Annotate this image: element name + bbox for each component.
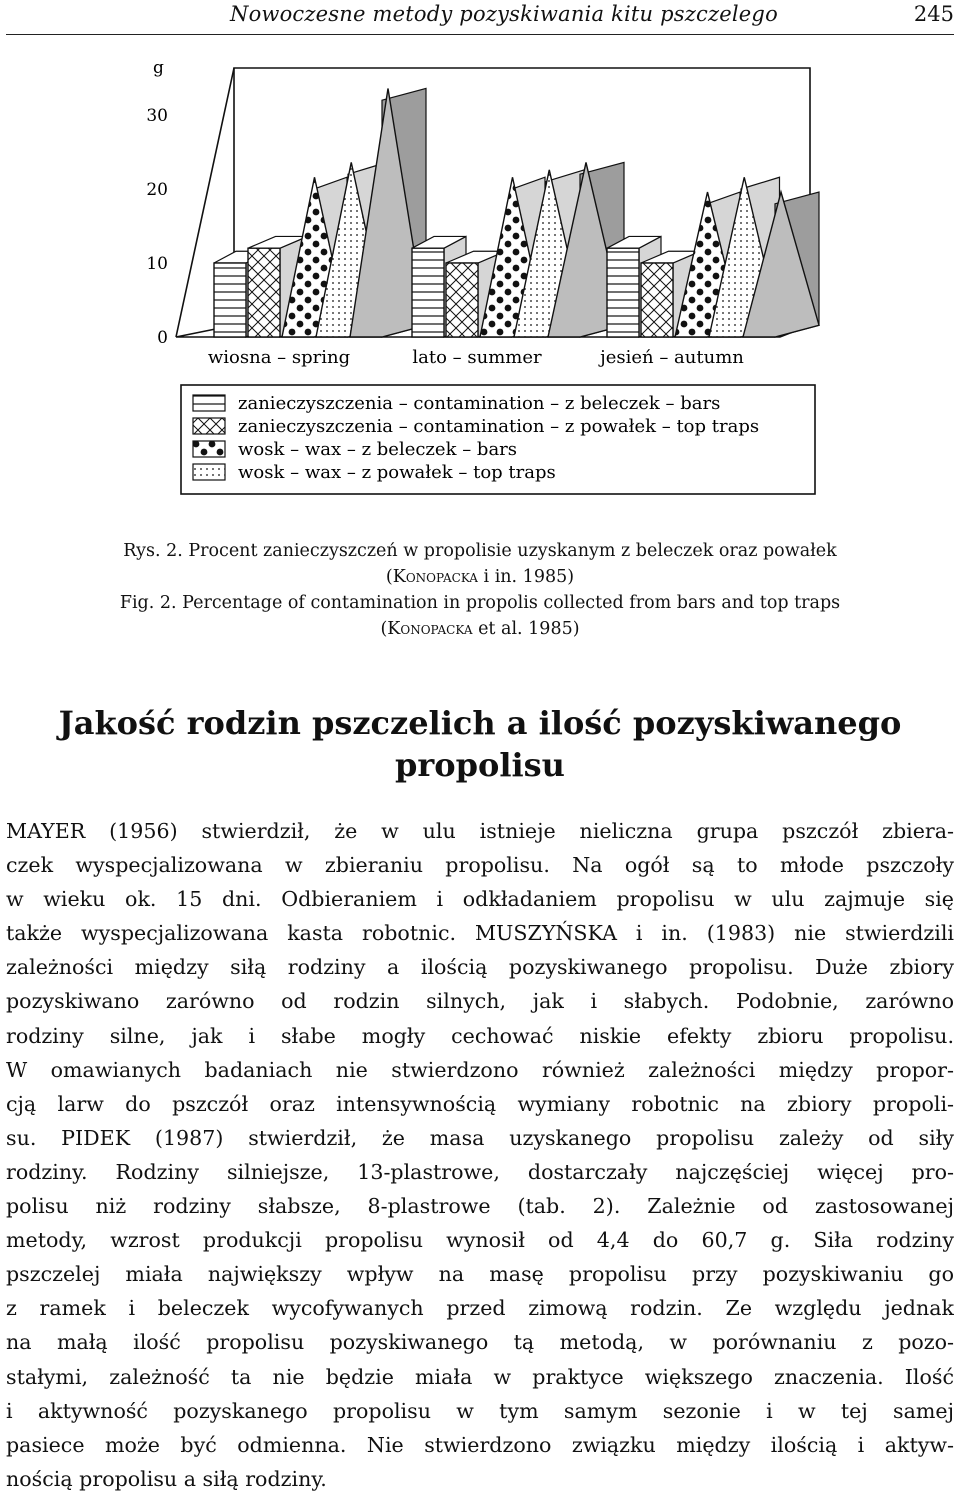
body-line: czek wyspecjalizowana w zbieraniu propolisu. Na ogół są to młode pszczoły xyxy=(6,853,954,878)
caption-pl-author: Konopacka xyxy=(392,567,478,587)
body-line: su. PIDEK (1987) stwierdził, że masa uzyskanego propolisu zależy od siły xyxy=(6,1125,954,1150)
body-line: na małą ilość propolisu pozyskiwanego tą metodą, w porównaniu z pozo- xyxy=(6,1330,954,1355)
category-label: jesień – autumn xyxy=(600,347,744,368)
figure-chart xyxy=(0,40,960,510)
caption-en-author: Konopacka xyxy=(387,619,473,639)
legend-swatch xyxy=(193,418,225,434)
body-line: pozyskiwano zarówno od rodzin silnych, jak i słabych. Podobnie, zarówno xyxy=(6,989,954,1014)
chart-category-layer xyxy=(208,347,744,368)
body-line: W omawianych badaniach nie stwierdzono również zależności między propor- xyxy=(6,1057,954,1082)
y-tick-label: 10 xyxy=(146,254,168,274)
body-line: i aktywność pozyskanego propolisu w tym samym sezonie i w tej samej xyxy=(6,1398,954,1423)
legend-swatch xyxy=(193,464,225,480)
chart-legend xyxy=(181,385,815,494)
legend-entry: wosk – wax – z beleczek – bars xyxy=(238,439,518,460)
legend-entry: zanieczyszczenia – contamination – z powałek – top traps xyxy=(238,416,760,437)
section-title-line-1: Jakość rodzin pszczelich a ilość pozyskiwanego xyxy=(58,704,902,742)
y-axis-label: g xyxy=(153,58,164,78)
caption-en-suffix: et al. 1985) xyxy=(472,619,580,639)
bar xyxy=(248,248,280,337)
caption-en-open: ( xyxy=(380,619,388,639)
caption-pl-suffix: i in. 1985) xyxy=(477,567,575,587)
running-title: Nowoczesne metody pozyskiwania kitu pszczelego xyxy=(230,2,778,26)
figure-caption-polish xyxy=(60,538,900,590)
body-line: metody, wzrost produkcji propolisu wynosił od 4,4 do 60,7 g. Siła rodziny xyxy=(6,1228,954,1253)
bar xyxy=(214,263,246,337)
body-line: pszczelej miała największy wpływ na masę propolisu przy pozyskiwaniu go xyxy=(6,1262,954,1287)
bar xyxy=(446,263,478,337)
body-line: także wyspecjalizowana kasta robotnic. MUSZYŃSKA i in. (1983) nie stwierdzili xyxy=(6,921,954,946)
category-label: wiosna – spring xyxy=(207,347,351,368)
section-title xyxy=(40,702,920,786)
body-line: nością propolisu a siłą rodziny. xyxy=(6,1466,327,1491)
body-line: z ramek i beleczek wycofywanych przed zimową rodzin. Ze względu jednak xyxy=(6,1296,954,1321)
legend-entry: zanieczyszczenia – contamination – z beleczek – bars xyxy=(238,393,721,414)
bar xyxy=(641,263,673,337)
body-line: rodziny silne, jak i słabe mogły cechować niskie efekty zbioru propolisu. xyxy=(6,1023,954,1048)
body-line: MAYER (1956) stwierdził, że w ulu istnieje nieliczna grupa pszczół zbiera- xyxy=(6,819,954,843)
body-paragraph xyxy=(6,814,954,1496)
caption-pl-prefix: Rys. 2. Procent zanieczyszczeń w propolisie uzyskanym z beleczek oraz powałek xyxy=(123,541,837,561)
section-title-line-2: propolisu xyxy=(395,746,565,784)
figure-caption-english xyxy=(60,590,900,642)
y-tick-label: 0 xyxy=(157,328,168,348)
body-line: w wieku ok. 15 dni. Odbieraniem i odkładaniem propolisu w ulu zajmuje się xyxy=(6,887,954,912)
bar xyxy=(412,248,444,337)
y-tick-label: 20 xyxy=(146,180,168,200)
y-tick-label: 30 xyxy=(146,106,168,126)
category-label: lato – summer xyxy=(412,347,542,368)
body-line: polisu niż rodziny słabsze, 8-plastrowe (tab. 2). Zależnie od zastosowanej xyxy=(6,1194,954,1219)
caption-en-prefix: Fig. 2. Percentage of contamination in propolis collected from bars and top traps xyxy=(119,593,841,613)
chart-marks-layer xyxy=(214,88,819,337)
legend-swatch xyxy=(193,441,225,457)
body-line: cją larw do pszczół oraz intensywnością wymiany robotnic na zbiory propoli- xyxy=(6,1091,954,1116)
page-number: 245 xyxy=(913,2,954,26)
running-header xyxy=(6,0,954,35)
body-line: pasiece może być odmienna. Nie stwierdzono związku między ilością i aktyw- xyxy=(6,1432,954,1457)
legend-swatch xyxy=(193,395,225,411)
legend-entry: wosk – wax – z powałek – top traps xyxy=(238,462,556,483)
bar xyxy=(607,248,639,337)
body-line: zależności między siłą rodziny a ilością pozyskiwanego propolisu. Duże zbiory xyxy=(6,955,954,980)
caption-pl-open: ( xyxy=(385,567,393,587)
body-line: stałymi, zależność ta nie będzie miała w praktyce większego znaczenia. Ilość xyxy=(6,1364,954,1389)
body-line: rodziny. Rodziny silniejsze, 13-plastrowe, dostarczały najczęściej więcej pro- xyxy=(6,1159,954,1184)
